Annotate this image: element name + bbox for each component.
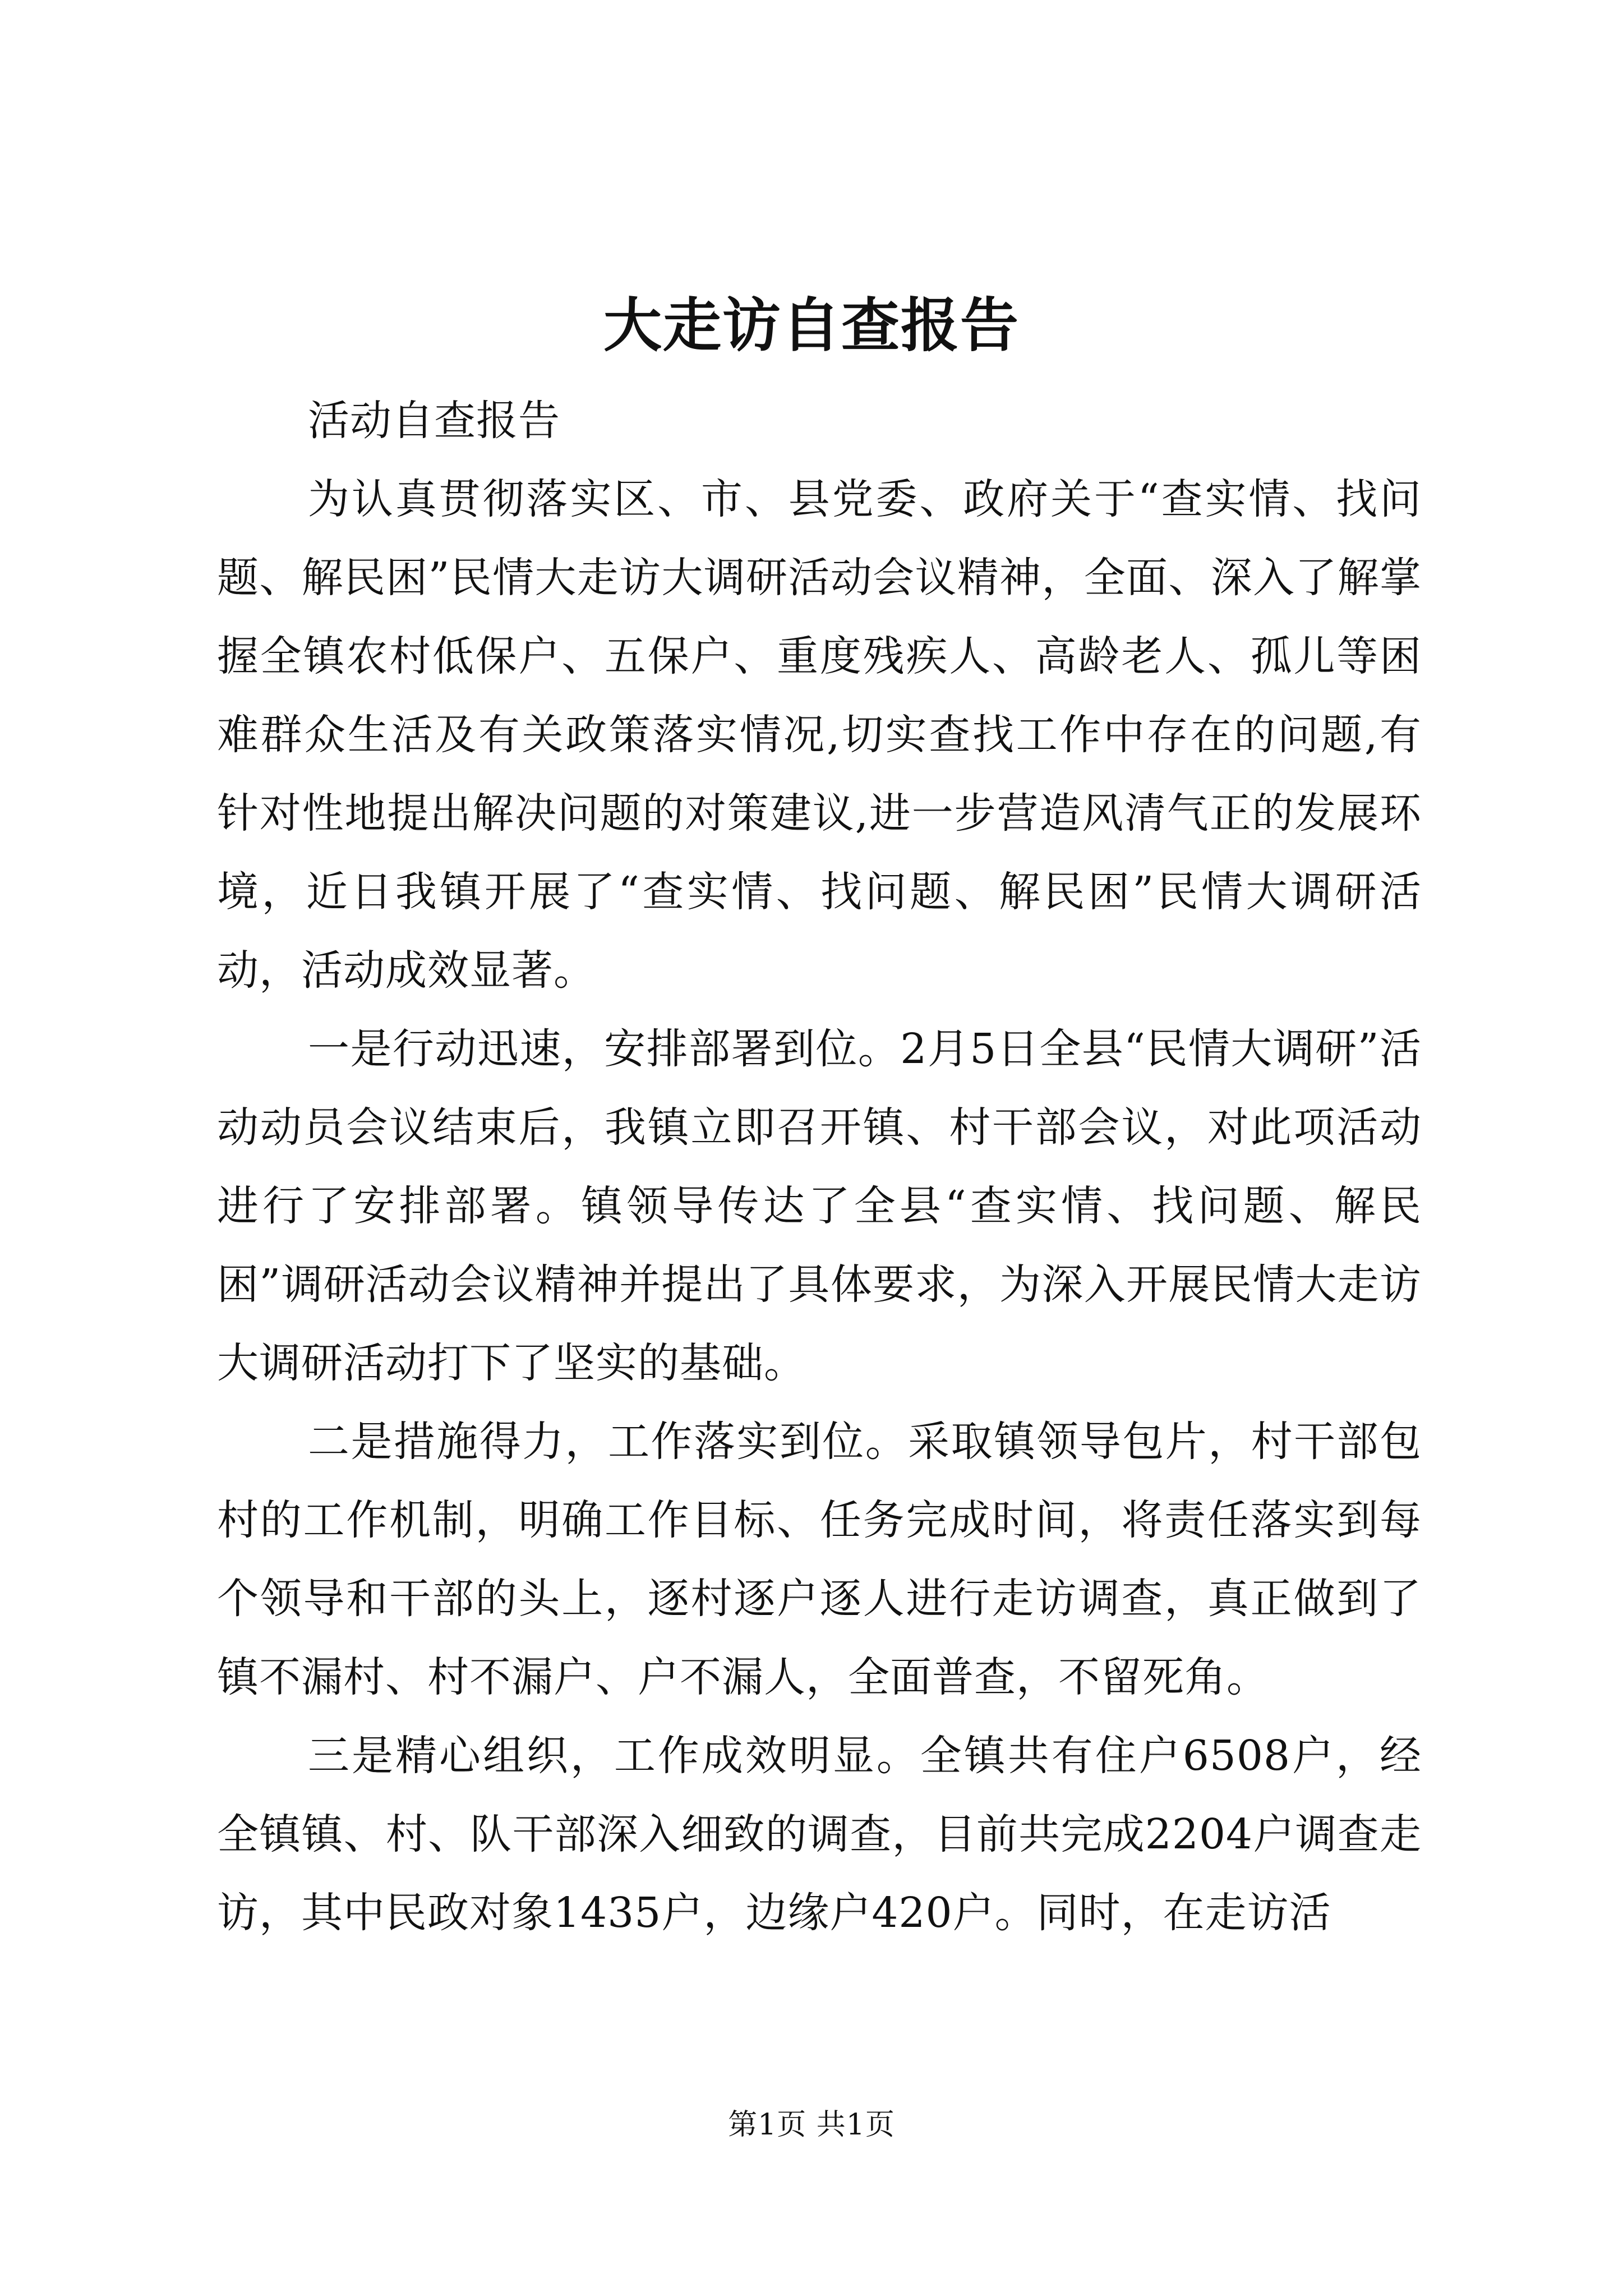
document-body [217,381,1422,1952]
document-title: 大走访自查报告 [603,291,1020,360]
paragraph-point-three: 三是精心组织，工作成效明显。全镇共有住户6508户，经全镇镇、村、队干部深入细致的调查，目前共完成2204户调查走访，其中民政对象1435户，边缘户420户。同时，在走访活 [217,1732,1422,1937]
paragraph-intro: 为认真贯彻落实区、市、县党委、政府关于“查实情、找问题、解民困”民情大走访大调研活动会议精神，全面、深入了解掌握全镇农村低保户、五保户、重度残疾人、高龄老人、孤儿等困难群众生活及有关政策落实情况,切实查找工作中存在的问题,有针对性地提出解决问题的对策建议,进一步营造风清气正的发展环境，近日我镇开展了“查实情、找问题、解民困”民情大调研活动，活动成效显著。 [217,475,1422,995]
paragraph-subtitle: 活动自查报告 [308,397,560,445]
page-footer: 第1页 共1页 [728,2108,895,2142]
paragraph-point-one: 一是行动迅速，安排部署到位。2月5日全县“民情大调研”活动动员会议结束后，我镇立即召开镇、村干部会议，对此项活动进行了安排部署。镇领导传达了全县“查实情、找问题、解民困”调研活动会议精神并提出了具体要求，为深入开展民情大走访大调研活动打下了坚实的基础。 [217,1025,1422,1387]
paragraph-point-two: 二是措施得力，工作落实到位。采取镇领导包片，村干部包村的工作机制，明确工作目标、任务完成时间，将责任落实到每个领导和干部的头上，逐村逐户逐人进行走访调查，真正做到了镇不漏村、村不漏户、户不漏人，全面普查，不留死角。 [217,1418,1422,1701]
